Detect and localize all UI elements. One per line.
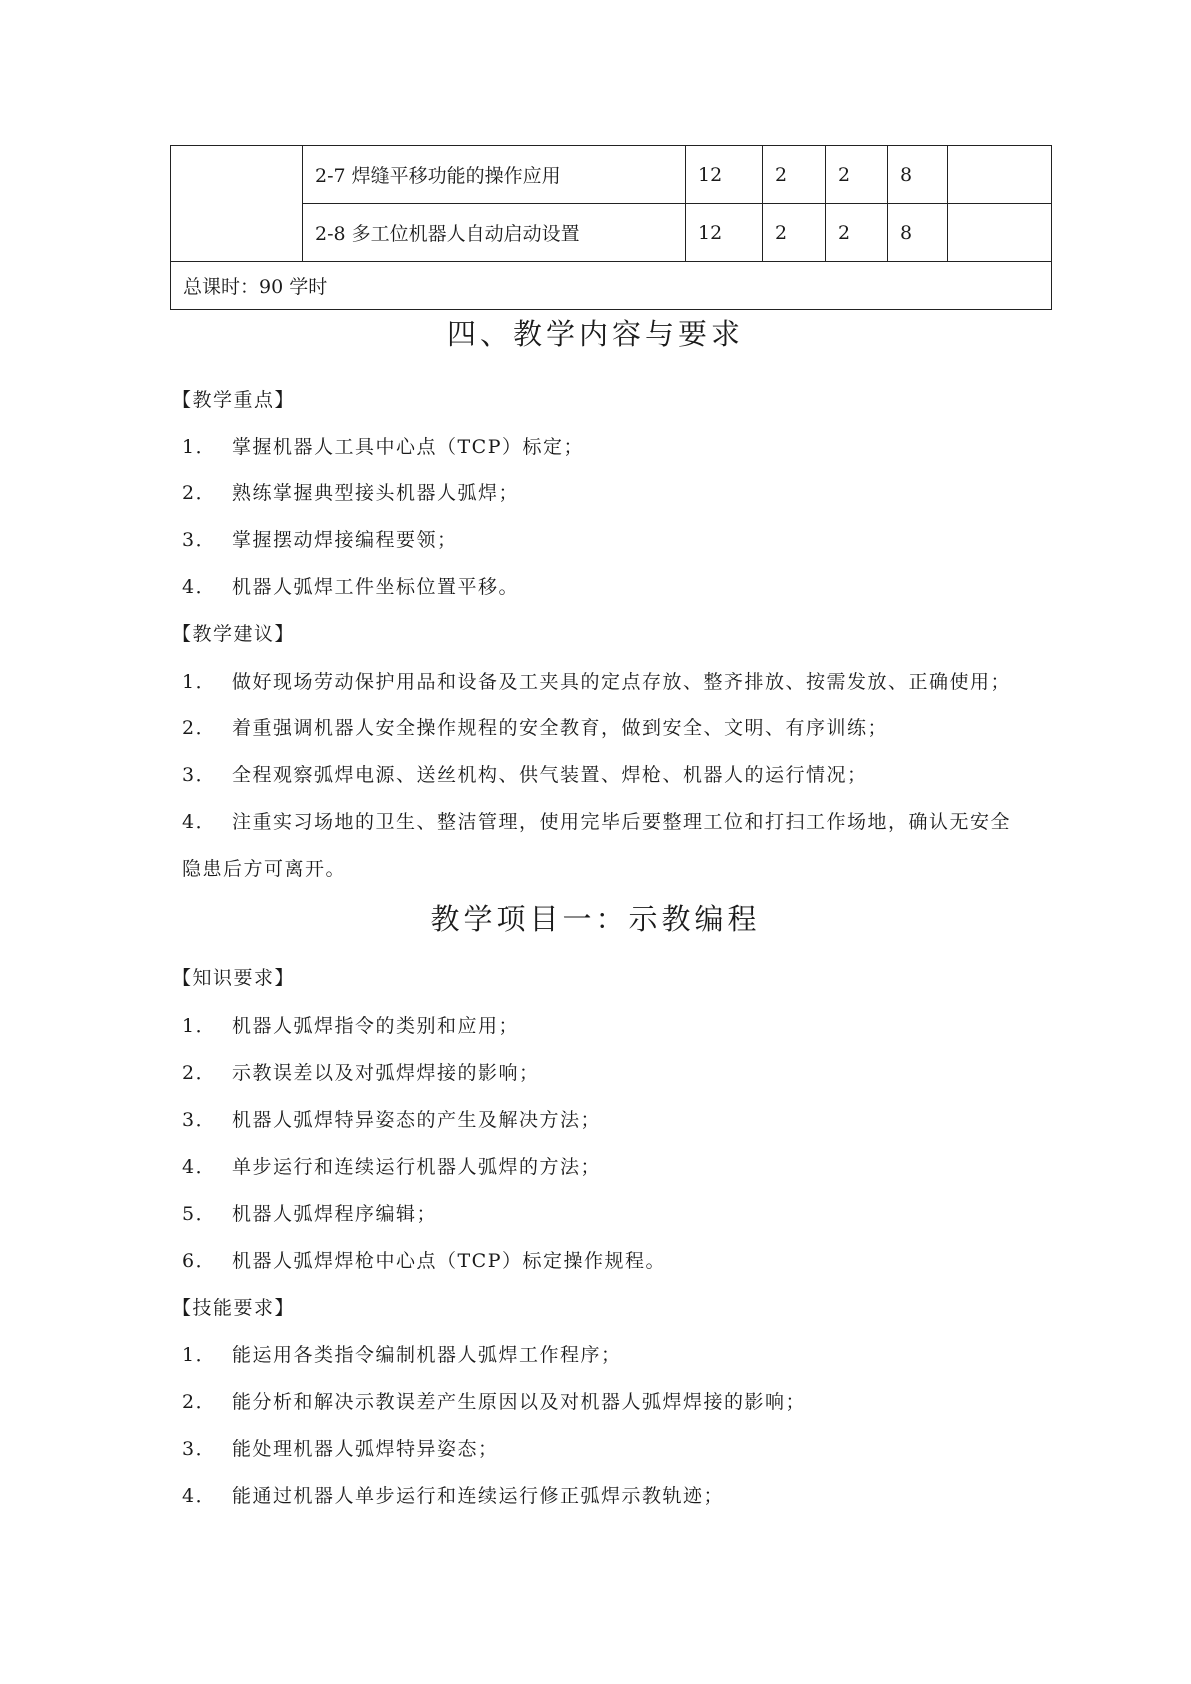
list-item: 4． 注重实习场地的卫生、整洁管理，使用完毕后要整理工位和打扫工作场地，确认无安全 — [182, 811, 1012, 833]
list-item: 3． 能处理机器人弧焊特异姿态； — [182, 1438, 499, 1460]
total-hours-text: 总课时：90 学时 — [171, 262, 1052, 310]
hours-cell: 8 — [888, 146, 948, 204]
list-item-continuation: 隐患后方可离开。 — [182, 858, 347, 880]
list-item: 4． 能通过机器人单步运行和连续运行修正弧焊示教轨迹； — [182, 1485, 725, 1507]
list-item: 1． 掌握机器人工具中心点（TCP）标定； — [182, 436, 584, 458]
task-cell: 2-7 焊缝平移功能的操作应用 — [303, 146, 686, 204]
remark-cell — [948, 146, 1052, 204]
list-item: 3． 机器人弧焊特异姿态的产生及解决方法； — [182, 1109, 602, 1131]
knowledge-label: 【知识要求】 — [172, 967, 296, 989]
table-row-total — [171, 262, 1052, 310]
hours-cell: 2 — [763, 146, 826, 204]
table-row — [171, 204, 1052, 262]
hours-cell: 2 — [826, 204, 888, 262]
list-item: 1． 做好现场劳动保护用品和设备及工夹具的定点存放、整齐排放、按需发放、正确使用； — [182, 671, 1012, 693]
course-hours-table — [170, 145, 1052, 310]
module-cell — [171, 146, 303, 262]
total-hours-cell: 12 — [686, 204, 763, 262]
focus-label: 【教学重点】 — [172, 389, 296, 411]
list-item: 4． 单步运行和连续运行机器人弧焊的方法； — [182, 1156, 602, 1178]
list-item: 1． 能运用各类指令编制机器人弧焊工作程序； — [182, 1344, 622, 1366]
skill-label: 【技能要求】 — [172, 1297, 296, 1319]
list-item: 4． 机器人弧焊工件坐标位置平移。 — [182, 576, 520, 598]
list-item: 3． 全程观察弧焊电源、送丝机构、供气装置、焊枪、机器人的运行情况； — [182, 764, 868, 786]
section-heading: 四、教学内容与要求 — [446, 317, 744, 351]
list-item: 2． 熟练掌握典型接头机器人弧焊； — [182, 482, 520, 504]
advice-label: 【教学建议】 — [172, 623, 296, 645]
list-item: 2． 着重强调机器人安全操作规程的安全教育，做到安全、文明、有序训练； — [182, 717, 889, 739]
list-item: 3． 掌握摆动焊接编程要领； — [182, 529, 458, 551]
list-item: 1． 机器人弧焊指令的类别和应用； — [182, 1015, 520, 1037]
task-cell: 2-8 多工位机器人自动启动设置 — [303, 204, 686, 262]
hours-cell: 8 — [888, 204, 948, 262]
hours-cell: 2 — [826, 146, 888, 204]
list-item: 2． 能分析和解决示教误差产生原因以及对机器人弧焊焊接的影响； — [182, 1391, 807, 1413]
remark-cell — [948, 204, 1052, 262]
total-hours-cell: 12 — [686, 146, 763, 204]
list-item: 6． 机器人弧焊焊枪中心点（TCP）标定操作规程。 — [182, 1250, 666, 1272]
list-item: 5． 机器人弧焊程序编辑； — [182, 1203, 438, 1225]
list-item: 2． 示教误差以及对弧焊焊接的影响； — [182, 1062, 540, 1084]
hours-cell: 2 — [763, 204, 826, 262]
project-heading: 教学项目一：示教编程 — [430, 902, 761, 936]
table-row — [171, 146, 1052, 204]
